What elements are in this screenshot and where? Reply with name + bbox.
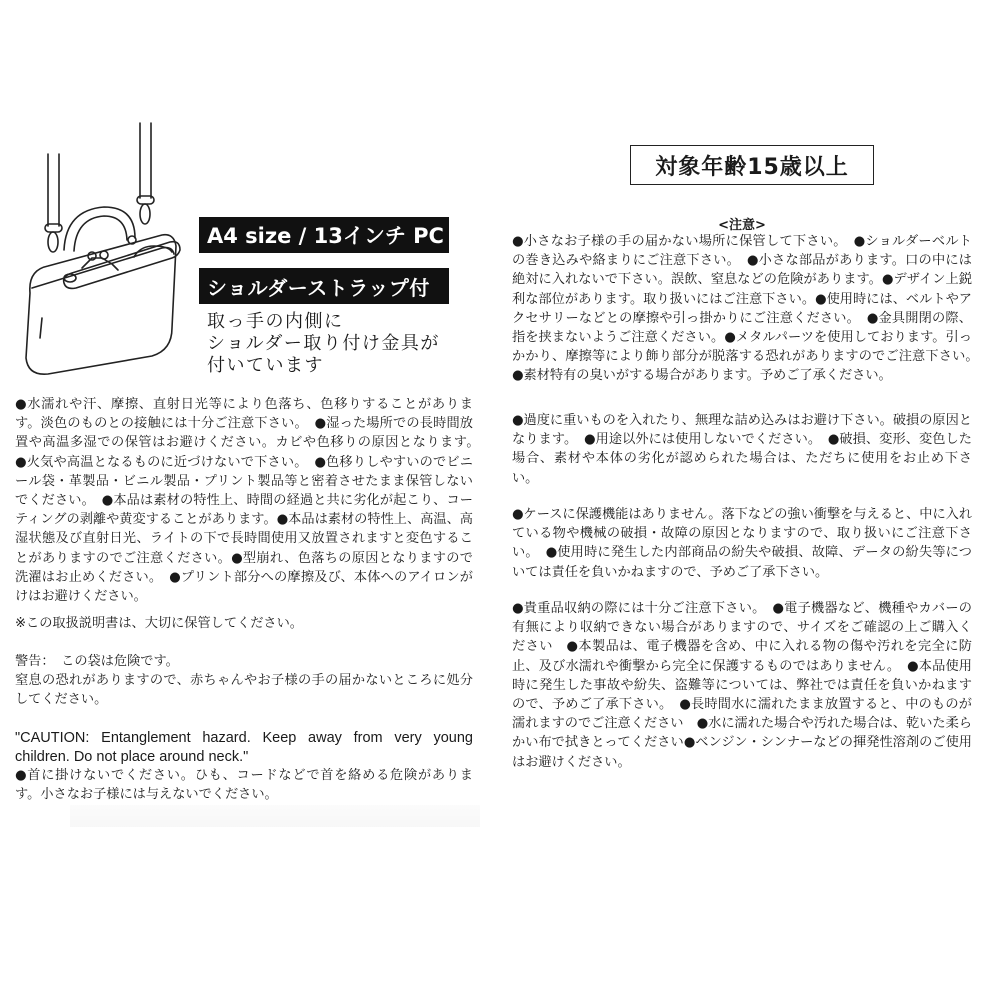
bag-illustration — [22, 118, 192, 378]
caution-english: "CAUTION: Entanglement hazard. Keep away from very young children. Do not place around neck." — [15, 730, 473, 765]
warning-body: 窒息の恐れがありますので、赤ちゃんやお子様の手の届かないところに処分してください。 — [15, 673, 473, 708]
feature-line: 付いています — [207, 355, 324, 376]
warning-title: 警告： この袋は危険です。 — [15, 654, 179, 669]
feature-description — [207, 311, 467, 377]
age-restriction-badge: 対象年齢15歳以上 — [630, 145, 874, 185]
caution-block-1: ●小さなお子様の手の届かない場所に保管して下さい。 ●ショルダーベルトの巻き込みや絡まりにご注意下さい。 ●小さな部品があります。口の中には絶対に入れないで下さい。誤飲、窒息などの危険があります。●デザイン上鋭利な部位があります。取り扱いにはご注意下さい。●使用時には、ベルトやアクセサリーなどとの摩擦や引っ掛かりにご注意ください。 ●金具開閉の際、指を挟まないようご注意ください。●メタルパーツを使用しております。引っかかり、摩擦等により飾り部分が脱落する恐れがありますのでご注意下さい。 ●素材特有の臭いがする場合があります。予めご了承ください。 — [512, 234, 986, 384]
caution-block-4: ●貴重品収納の際には十分ご注意下さい。 ●電子機器など、機種やカバーの有無により収納できない場合がありますので、サイズをご確認の上ご購入ください ●本製品は、電子機器を含め、中に入れる物の傷や汚れを完全に防止、及び水濡れや衝撃から完全に保護するものではありません。 ●本品使用時に発生した事故や紛失、盗難等については、弊社では責任を負いかねますので、予めご了承下さい。 ●長時間水に濡れたまま放置すると、中のものが濡れますのでご注意ください ●水に濡れた場合や汚れた場合は、乾いた柔らかい布で拭きとってください●ベンジン・シンナーなどの揮発性溶剤のご使用はお避けください。 — [512, 601, 972, 770]
size-label: A4 size / 13インチ PC — [199, 217, 449, 253]
strap-label: ショルダーストラップ付 — [199, 268, 449, 304]
caution-heading: <注意> — [718, 218, 766, 233]
caution-block-2: ●過度に重いものを入れたり、無理な詰め込みはお避け下さい。破損の原因となります。 ●用途以外には使用しないでください。 ●破損、変形、変色した場合、素材や本体の劣化が認められた場合は、ただちに使用をお止め下さい。 — [512, 413, 972, 486]
feature-line: 取っ手の内側に — [207, 311, 344, 332]
care-instructions: ●水濡れや汗、摩擦、直射日光等により色落ち、色移りすることがあります。淡色のものとの接触には十分ご注意下さい。 ●湿った場所での長時間放置や高温多湿での保管はお避けください。カビや色移りの原因となります。 ●火気や高温となるものに近づけないで下さい。 ●色移りしやすいのでビニール袋・革製品・ビニル製品・プリント製品等と密着させたまま保管しないでください。 ●本品は素材の特性上、時間の経過と共に劣化が起こり、コーティングの剥離や黄変することがあります。●本品は素材の特性上、高温、高湿状態及び直射日光、ライトの下で長時間使用又放置されますと変色することがありますのでご注意ください。●型崩れ、色落ちの原因となりますので洗濯はお止めください。 ●プリント部分への摩擦及び、本体へのアイロンがけはお避けください。 — [15, 397, 487, 605]
neck-warning: ●首に掛けないでください。ひも、コードなどで首を絡める危険があります。小さなお子様には与えないでください。 — [15, 768, 473, 803]
keep-manual-note: ※この取扱説明書は、大切に保管してください。 — [15, 616, 303, 631]
caution-block-3: ●ケースに保護機能はありません。落下などの強い衝撃を与えると、中に入れている物や機械の破損・故障の原因となりますので、取り扱いにご注意下さい。 ●使用時に発生した内部商品の紛失や破損、故障、データの紛失等については責任を負いかねますので、予めご了承下さい。 — [512, 507, 973, 580]
feature-line: ショルダー取り付け金具が — [207, 333, 440, 354]
faint-background-artifact — [70, 805, 480, 827]
